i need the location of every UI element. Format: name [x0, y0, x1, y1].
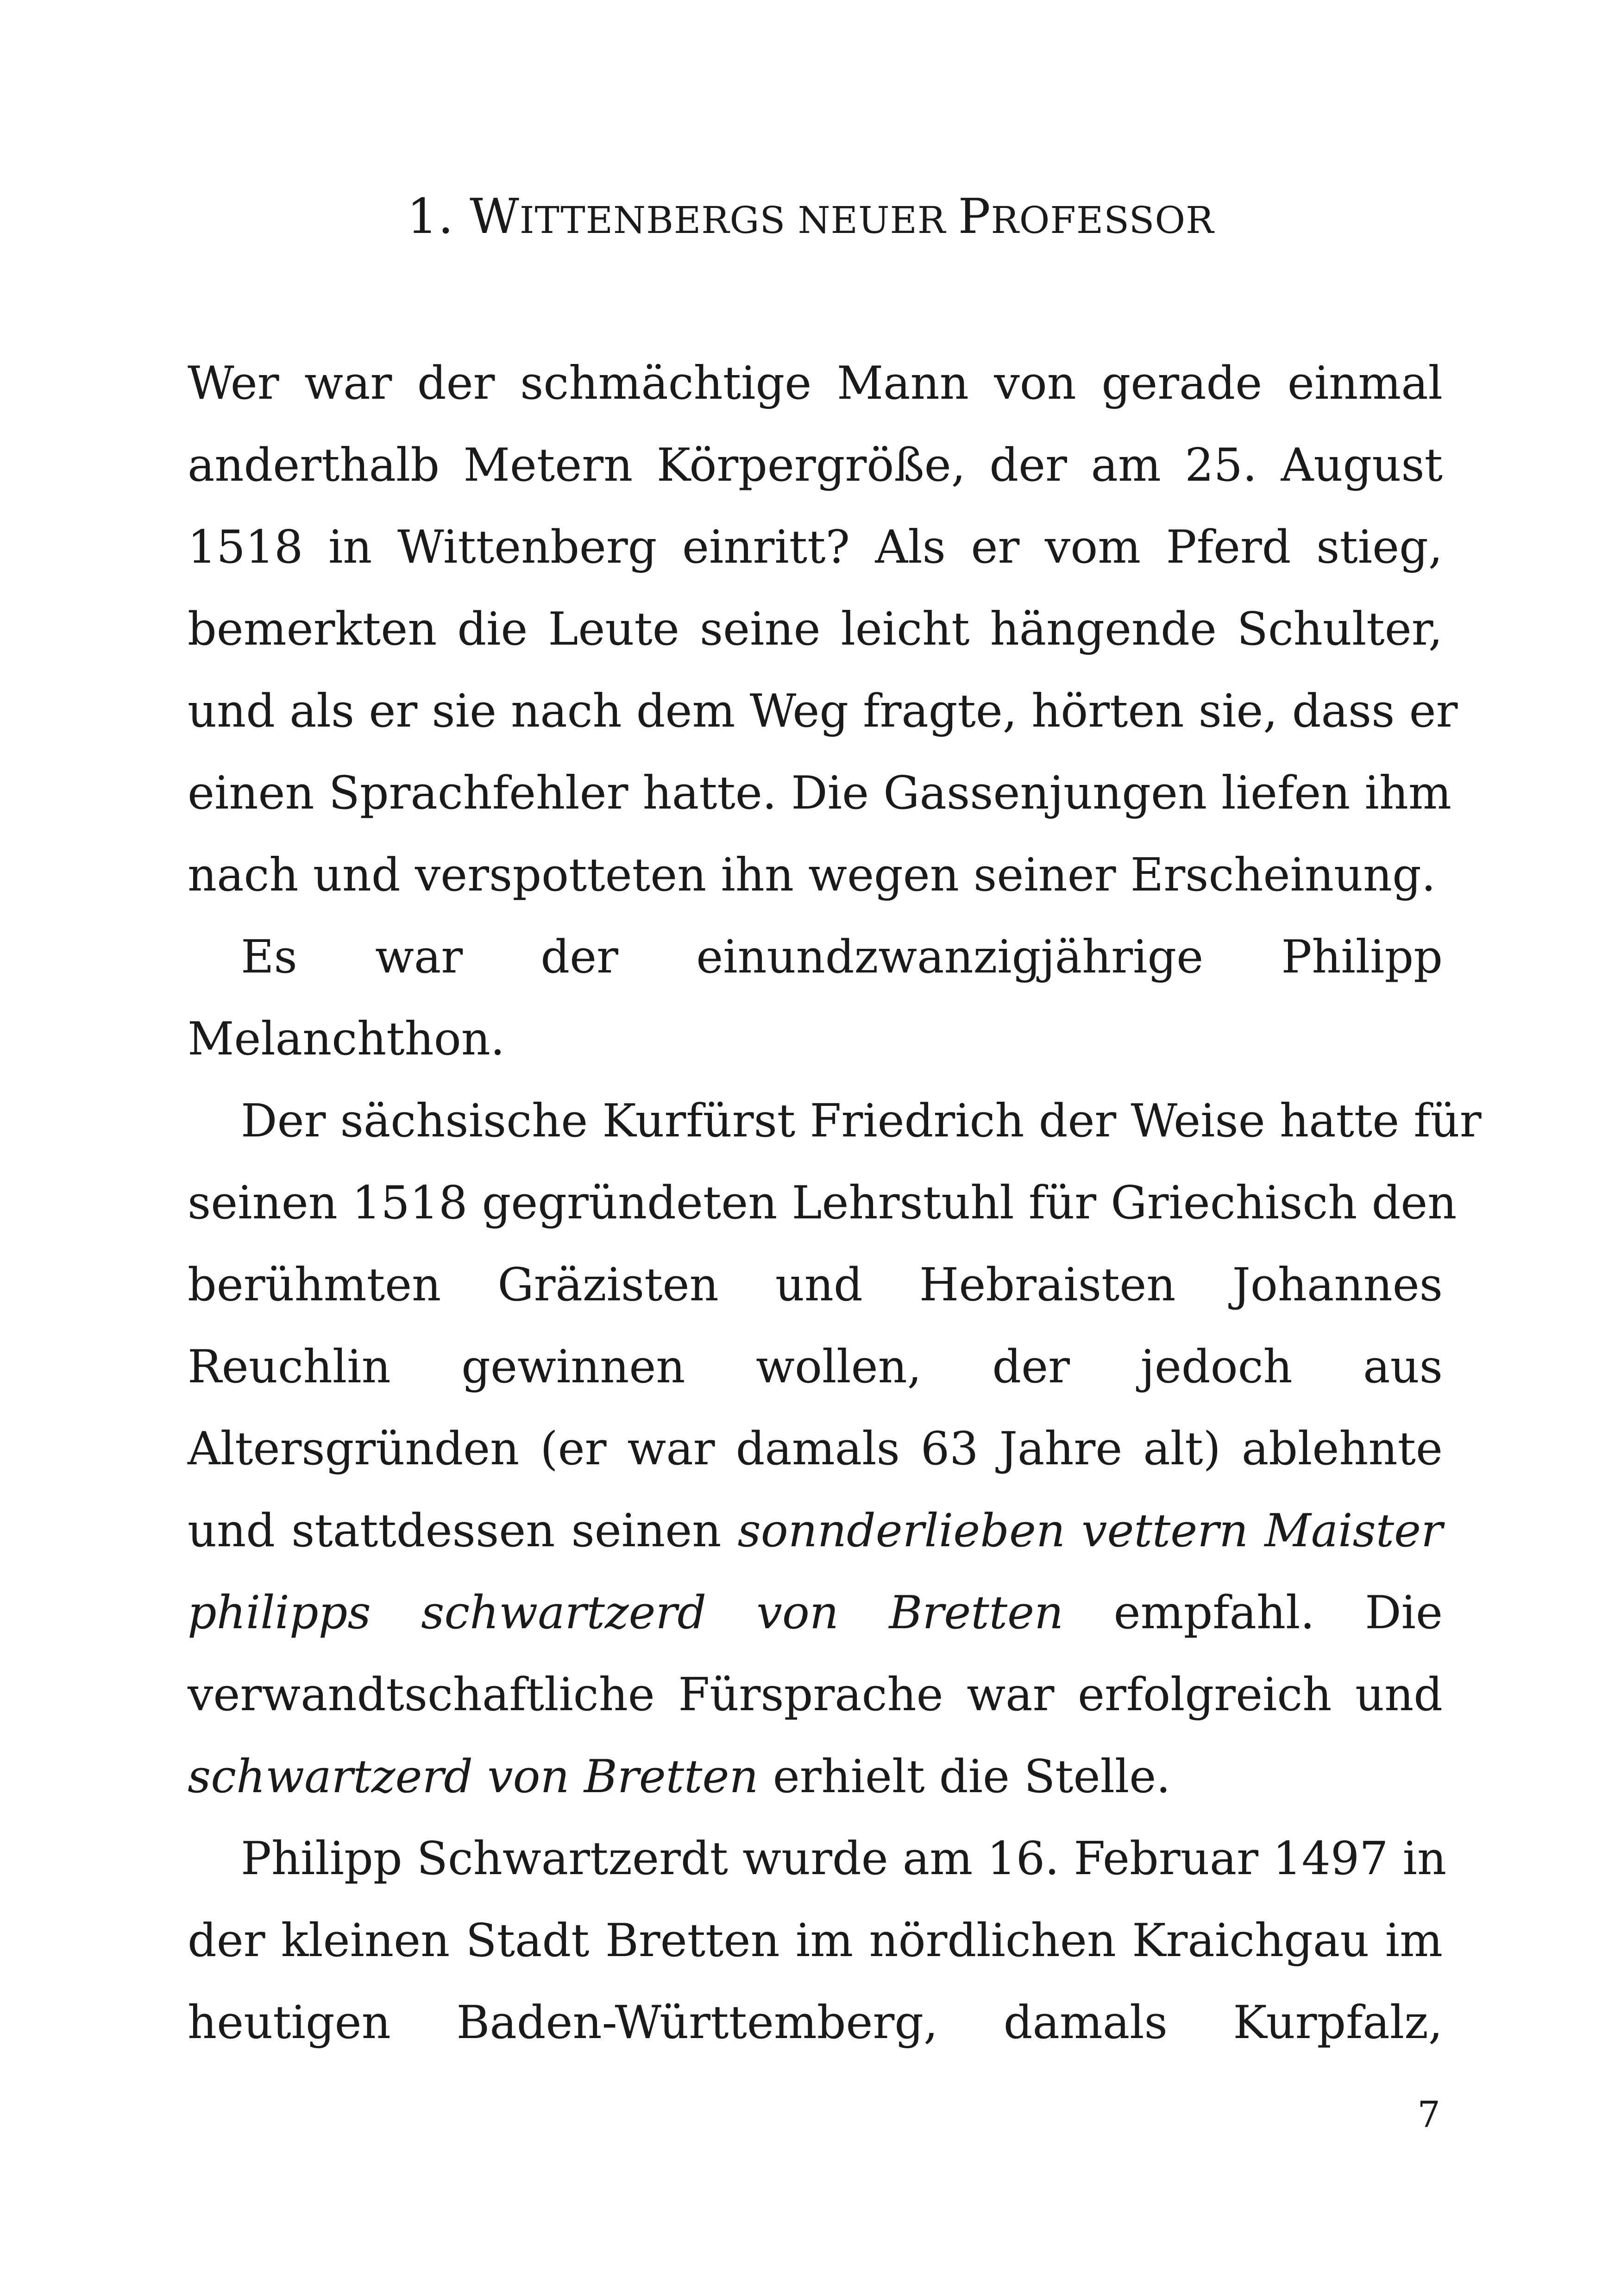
italic-quote: schwartzerd von Bretten	[188, 1750, 759, 1803]
text-segment: einen Sprachfehler hatte. Die Gassenjungen liefen ihm	[188, 767, 1451, 820]
chapter-title-part: W	[470, 188, 520, 245]
chapter-title-text	[470, 188, 1214, 245]
italic-quote: philipps schwartzerd von Bretten	[188, 1587, 1064, 1639]
text-segment: Es war der einundzwanzigjährige Philipp	[241, 931, 1443, 984]
chapter-number: 1.	[407, 188, 454, 245]
text-line	[188, 753, 1451, 834]
text-line	[188, 1244, 1443, 1326]
text-line	[188, 1490, 1443, 1572]
text-segment: Altersgründen (er war damals 63 Jahre alt) ablehnte	[188, 1423, 1443, 1475]
text-line	[188, 589, 1443, 671]
text-line	[188, 1408, 1443, 1490]
text-line	[188, 1326, 1443, 1408]
text-segment: berühmten Gräzisten und Hebraisten Johannes	[188, 1259, 1443, 1311]
chapter-title-part: ROFESSOR	[991, 199, 1214, 242]
text-segment: Philipp Schwartzerdt wurde am 16. Februar 1497 in	[241, 1832, 1447, 1885]
text-segment: 1518 in Wittenberg einritt? Als er vom Pferd stieg,	[188, 521, 1443, 574]
text-segment: nach und verspotteten ihn wegen seiner Erscheinung.	[188, 849, 1436, 902]
page-number: 7	[1417, 2094, 1440, 2136]
text-segment: heutigen Baden-Württemberg, damals Kurpfalz,	[188, 1996, 1443, 2049]
text-line	[188, 425, 1443, 507]
text-segment: seinen 1518 gegründeten Lehrstuhl für Griechisch den	[188, 1177, 1457, 1230]
italic-quote: sonnderlieben vettern Maister	[737, 1505, 1443, 1557]
text-line	[188, 1572, 1443, 1654]
text-line	[188, 1900, 1443, 1982]
text-line	[188, 1162, 1457, 1244]
text-line	[188, 916, 1443, 998]
text-line	[188, 671, 1458, 753]
text-segment: erhielt die Stelle.	[758, 1750, 1171, 1803]
text-segment: der kleinen Stadt Bretten im nördlichen Kraichgau im	[188, 1914, 1443, 1967]
text-line	[188, 998, 1443, 1080]
text-line	[188, 507, 1443, 589]
chapter-title	[0, 188, 1621, 245]
text-line	[188, 834, 1443, 916]
chapter-title-part: ITTENBERGS NEUER	[519, 199, 958, 242]
text-segment: Wer war der schmächtige Mann von gerade einmal	[188, 357, 1443, 410]
text-segment: anderthalb Metern Körpergröße, der am 25. August	[188, 439, 1443, 492]
body-text	[188, 343, 1482, 2064]
text-line	[188, 1736, 1443, 1818]
text-segment: bemerkten die Leute seine leicht hängende Schulter,	[188, 603, 1443, 656]
chapter-title-part: P	[958, 188, 991, 245]
text-line	[188, 1654, 1443, 1736]
text-segment: und stattdessen seinen	[188, 1505, 738, 1557]
text-segment: Der sächsische Kurfürst Friedrich der Weise hatte für	[241, 1095, 1482, 1148]
text-segment: verwandtschaftliche Fürsprache war erfolgreich und	[188, 1669, 1443, 1721]
text-line	[188, 1818, 1447, 1900]
text-segment: und als er sie nach dem Weg fragte, hörten sie, dass er	[188, 685, 1458, 738]
text-line	[188, 1080, 1482, 1162]
text-segment: Melanchthon.	[188, 1013, 505, 1066]
text-segment: Reuchlin gewinnen wollen, der jedoch aus	[188, 1341, 1443, 1393]
text-line	[188, 1982, 1443, 2064]
text-segment: empfahl. Die	[1063, 1587, 1443, 1639]
text-line	[188, 343, 1443, 425]
